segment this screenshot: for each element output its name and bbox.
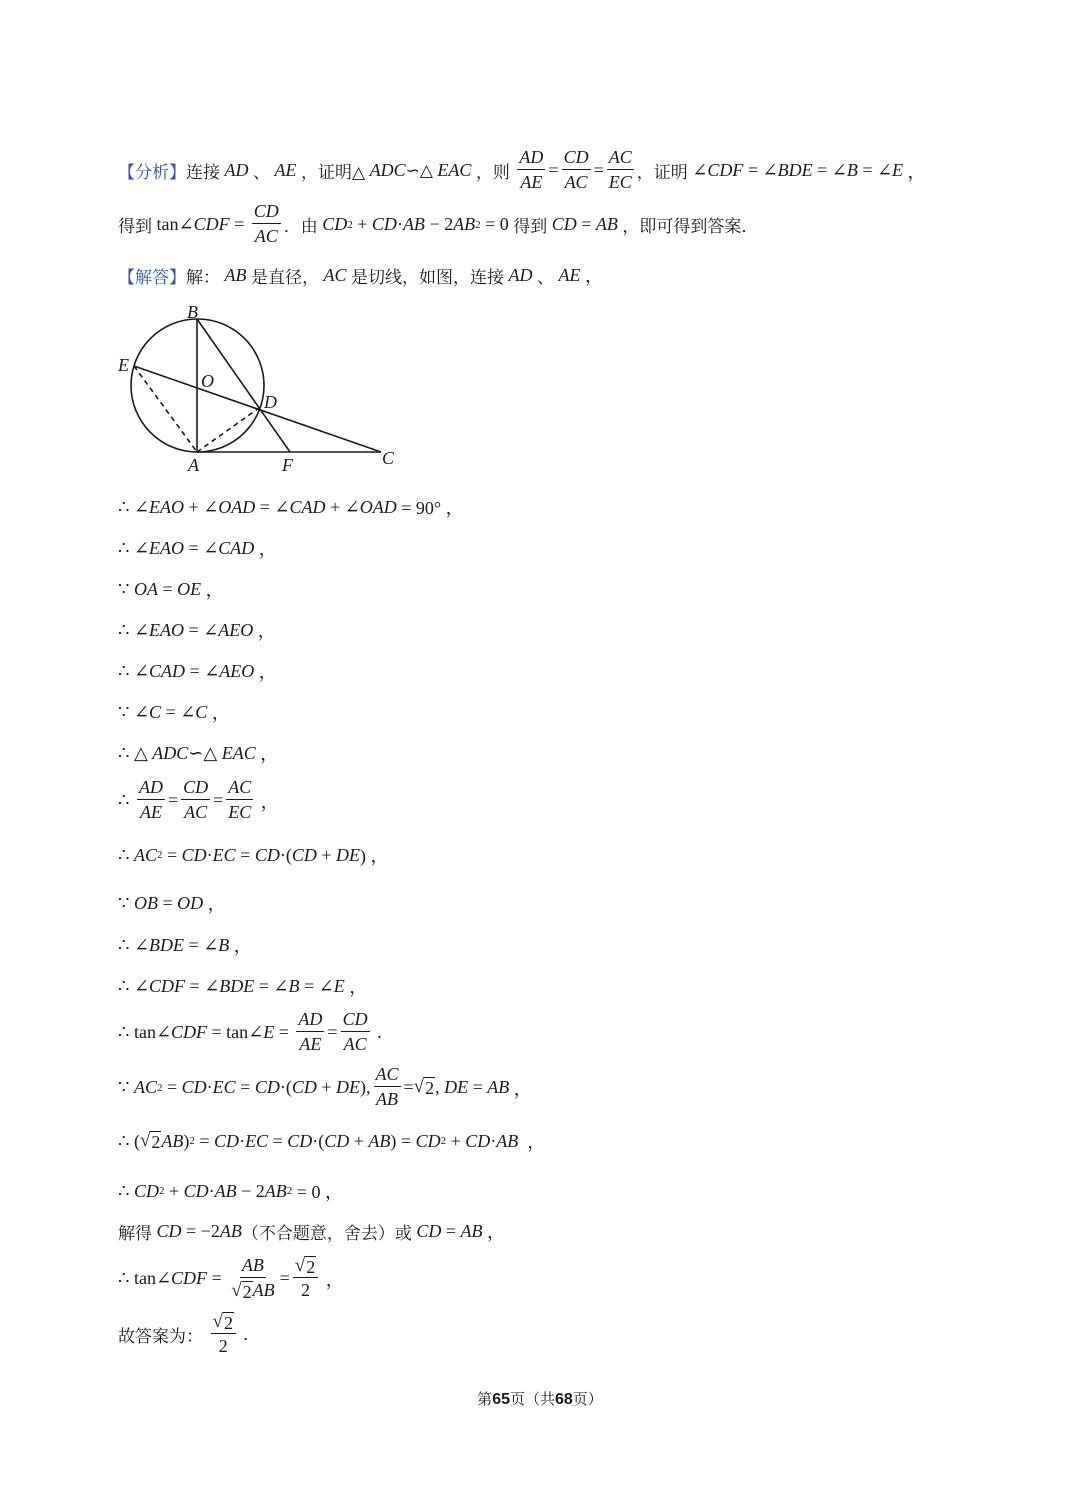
fraction: $\frac{AC}{EC}$	[608, 147, 632, 192]
step-18: ∴ tan∠ CDF = AB √ 2 AB = √ 2 2 ，	[118, 1255, 344, 1302]
total-pages: 68	[555, 1391, 573, 1408]
geometry-figure	[110, 296, 410, 476]
step-8: ∴ $\frac{AD}{AE}$ = $\frac{CD}{AC}$ = $\frac{AC}{EC}$ ，	[118, 776, 279, 825]
sqrt: √ 2	[294, 1255, 316, 1277]
step-11: ∴ ∠ BDE = ∠ B ，	[118, 934, 252, 956]
fraction: $\frac{CD}{AC}$	[563, 147, 589, 192]
fraction: $\frac{AD}{AE}$	[519, 147, 544, 192]
sqrt: √ 2	[413, 1076, 435, 1098]
analysis-tag: 【分析】	[118, 163, 186, 183]
fraction: $\frac{AC}{AB}$	[375, 1064, 399, 1109]
fraction: $\frac{CD}{AC}$	[183, 777, 209, 822]
fraction: $\frac{AD}{AE}$	[298, 1009, 323, 1054]
analysis-line-1: 【分析】 连接 AD 、 AE ，证明△ ADC ∽△ EAC ，则 $\frac{AD}{AE}$ = $\frac{CD}{AC}$ = $\frac{AC}{EC}$ ，证明 ∠ CDF = ∠ BDE = ∠ B = ∠ E ，	[118, 146, 926, 195]
step-16: ∴ CD 2 + CD · AB − 2 AB 2 = 0 ，	[118, 1180, 343, 1202]
step-13: ∴ tan∠ CDF = tan∠ E = $\frac{AD}{AE}$ = $\frac{CD}{AC}$ .	[118, 1008, 382, 1057]
fraction: $\frac{CD}{AC}$	[253, 201, 279, 246]
page-footer: 第65页（共68页）	[477, 1390, 603, 1408]
step-5: ∴ ∠ CAD = ∠ AEO ，	[118, 660, 277, 682]
fraction: AB √ 2 AB	[231, 1255, 275, 1302]
step-9: ∴ AC 2 = CD · EC = CD ·( CD + DE ) ，	[118, 844, 389, 866]
fraction: $\frac{AD}{AE}$	[138, 777, 163, 822]
sqrt: √ 2	[212, 1311, 233, 1333]
fraction: √ 2 2	[211, 1310, 236, 1359]
sqrt: √ 2	[231, 1280, 252, 1302]
step-3: ∵ OA = OE ，	[118, 578, 224, 600]
step-12: ∴ ∠ CDF = ∠ BDE = ∠ B = ∠ E ，	[118, 975, 368, 997]
solution-tag: 【解答】	[118, 267, 186, 288]
label-c: C	[382, 448, 395, 468]
step-7: ∴ △ ADC ∽△ EAC ，	[118, 742, 279, 764]
step-2: ∴ ∠ EAO = ∠ CAD ，	[118, 537, 277, 559]
label-f: F	[282, 455, 293, 475]
label-a: A	[188, 455, 199, 475]
analysis-line-2: 得到 tan∠ CDF = $\frac{CD}{AC}$ ．由 CD 2 + CD · AB − 2 AB 2 = 0 得到 CD = AB ，即可得到答案．	[118, 200, 758, 249]
step-17: 解得 CD = −2 AB （不合题意，舍去）或 CD = AB ，	[118, 1220, 505, 1244]
fraction: $\frac{AC}{EC}$	[228, 777, 252, 822]
step-4: ∴ ∠ EAO = ∠ AEO ，	[118, 619, 276, 641]
fraction: √ 2 2	[293, 1254, 318, 1303]
segment-ea-dashed	[134, 366, 197, 452]
label-o: O	[201, 371, 214, 391]
step-1: ∴ ∠ EAO + ∠ OAD = ∠ CAD + ∠ OAD = 90° ，	[118, 496, 464, 518]
step-14: ∵ AC 2 = CD · EC = CD ·( CD + DE ), $\frac{AC}{AB}$ = √ 2 , DE = AB ，	[118, 1063, 532, 1112]
step-6: ∵ ∠ C = ∠ C ，	[118, 701, 230, 723]
step-15: ∴ ( √ 2 AB ) 2 = CD · EC = CD ·( CD + AB ) = CD 2 + CD · AB ，	[118, 1129, 546, 1152]
solution-intro: 【解答】 解： AB 是直径， AC 是切线，如图，连接 AD 、 AE ，	[118, 264, 604, 288]
page-number: 65	[492, 1391, 510, 1408]
final-answer: 故答案为： √ 2 2 .	[118, 1310, 248, 1359]
label-b: B	[187, 302, 198, 322]
fraction: $\frac{CD}{AC}$	[342, 1009, 368, 1054]
label-e: E	[118, 355, 129, 375]
step-10: ∵ OB = OD ，	[118, 892, 226, 914]
label-d: D	[264, 392, 277, 412]
sqrt: √ 2	[139, 1129, 161, 1152]
